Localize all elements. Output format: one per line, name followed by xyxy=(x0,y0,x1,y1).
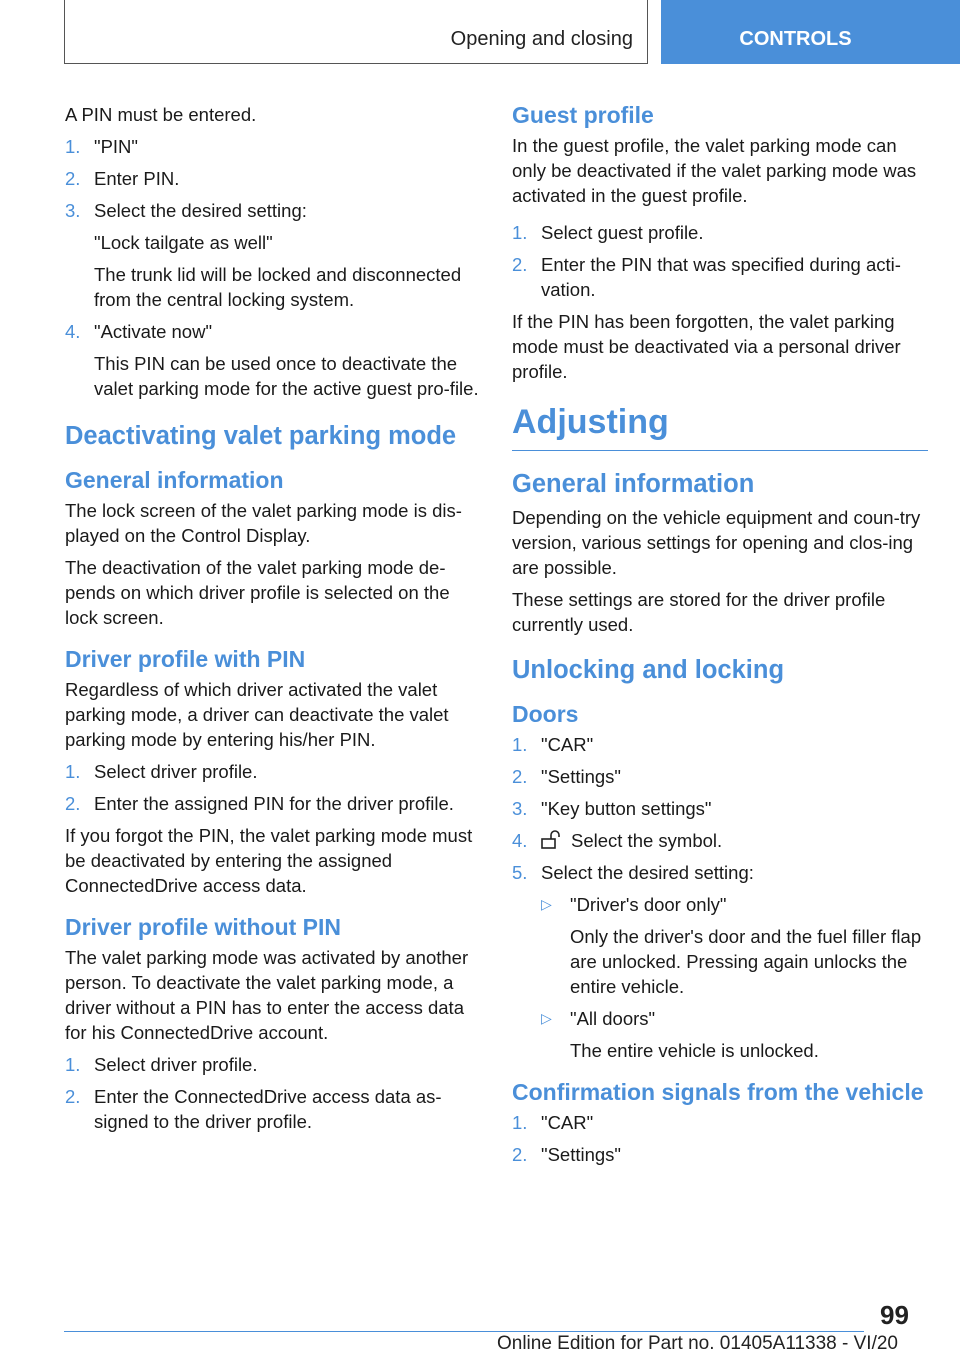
list-item xyxy=(512,1110,928,1135)
step-text: Select the symbol. xyxy=(571,830,723,851)
step-number: 3. xyxy=(512,798,528,819)
paragraph: Regardless of which driver activated the valet parking mode, a driver can deactivate the valet parking mode by entering his/her PIN. xyxy=(65,679,449,750)
heading-guest-profile: Guest profile xyxy=(512,102,654,128)
list-item xyxy=(512,764,928,789)
step-text: Enter PIN. xyxy=(94,168,180,189)
list-item xyxy=(512,828,928,853)
list-item xyxy=(512,732,928,757)
paragraph: The deactivation of the valet parking mode de‐pends on which driver profile is selected on the lock screen. xyxy=(65,557,450,628)
triangle-bullet-icon: ▷ xyxy=(541,1010,552,1026)
heading-general-information: General information xyxy=(65,467,284,493)
step-subtext: "Lock tailgate as well" xyxy=(94,232,273,253)
step-text: Enter the assigned PIN for the driver profile. xyxy=(94,793,454,814)
list-item xyxy=(65,791,480,816)
step-number: 2. xyxy=(65,793,81,814)
step-text: "Settings" xyxy=(541,1144,621,1165)
section-title: Opening and closing xyxy=(450,28,633,50)
header-frame xyxy=(64,0,648,64)
confirm-steps xyxy=(512,1110,928,1167)
list-item xyxy=(65,319,480,401)
heading-general-information: General information xyxy=(512,470,755,498)
step-subtext: This PIN can be used once to deactivate the valet parking mode for the active guest pro‐file. xyxy=(94,353,479,399)
option-title: "All doors" xyxy=(570,1008,656,1029)
list-item xyxy=(65,1084,480,1134)
footer-divider xyxy=(64,1331,864,1332)
paragraph: In the guest profile, the valet parking mode can only be deactivated if the valet parking mode was activated in the guest profile. xyxy=(512,135,917,206)
list-item xyxy=(65,198,480,312)
chapter-tab-label: CONTROLS xyxy=(739,27,852,50)
step-text: "Activate now" xyxy=(94,321,213,342)
step-number: 2. xyxy=(512,1144,528,1165)
step-number: 2. xyxy=(512,254,528,275)
step-text: "Settings" xyxy=(541,766,621,787)
chapter-tab xyxy=(661,0,960,64)
paragraph: If you forgot the PIN, the valet parking mode must be deactivated by entering the assigned ConnectedDrive access data. xyxy=(65,825,473,896)
step-text: Enter the PIN that was specified during acti‐vation. xyxy=(541,254,901,300)
heading-adjusting: Adjusting xyxy=(512,402,928,451)
without-pin-steps xyxy=(65,1052,480,1134)
step-number: 1. xyxy=(65,761,81,782)
unlock-icon xyxy=(541,830,563,850)
step-number: 1. xyxy=(512,222,528,243)
step-text: Select driver profile. xyxy=(94,761,258,782)
doors-steps xyxy=(512,732,928,1063)
list-item xyxy=(512,252,928,302)
step-number: 1. xyxy=(65,1054,81,1075)
step-number: 2. xyxy=(512,766,528,787)
list-item xyxy=(65,1052,480,1077)
list-item xyxy=(512,1142,928,1167)
step-number: 5. xyxy=(512,862,528,883)
step-subtext: The trunk lid will be locked and disconnected from the central locking system. xyxy=(94,264,462,310)
triangle-bullet-icon: ▷ xyxy=(541,896,552,912)
step-text: "CAR" xyxy=(541,1112,594,1133)
list-item xyxy=(541,892,928,999)
step-number: 4. xyxy=(512,830,528,851)
footer-edition: Online Edition for Part no. 01405A11338 - VI/20 xyxy=(496,1333,898,1354)
step-text: "CAR" xyxy=(541,734,594,755)
step-text: "Key button settings" xyxy=(541,798,712,819)
list-item xyxy=(541,1006,928,1063)
option-description: Only the driver's door and the fuel filler flap are unlocked. Pressing again unlocks the entire vehicle. xyxy=(570,926,922,997)
list-item xyxy=(65,166,480,191)
step-text: Select the desired setting: xyxy=(541,862,754,883)
setting-options xyxy=(541,892,928,1063)
step-number: 2. xyxy=(65,1086,81,1107)
step-number: 1. xyxy=(65,136,81,157)
paragraph: These settings are stored for the driver profile currently used. xyxy=(512,589,886,635)
step-number: 1. xyxy=(512,1112,528,1133)
step-number: 4. xyxy=(65,321,81,342)
paragraph: The valet parking mode was activated by another person. To deactivate the valet parking mode, a driver without a PIN has to enter the access data for his ConnectedDrive account. xyxy=(65,947,469,1043)
guest-steps xyxy=(512,220,928,302)
step-text: Select driver profile. xyxy=(94,1054,258,1075)
paragraph: Depending on the vehicle equipment and coun‐try version, various settings for opening and clos‐ing are possible. xyxy=(512,507,921,578)
list-item xyxy=(512,860,928,1063)
heading-deactivating: Deactivating valet parking mode xyxy=(65,422,457,450)
list-item xyxy=(65,759,480,784)
option-title: "Driver's door only" xyxy=(570,894,727,915)
step-number: 2. xyxy=(65,168,81,189)
heading-unlocking-locking: Unlocking and locking xyxy=(512,656,785,684)
right-column xyxy=(512,102,928,1174)
paragraph: The lock screen of the valet parking mode is dis‐played on the Control Display. xyxy=(65,500,462,546)
step-text: Enter the ConnectedDrive access data as‐signed to the driver profile. xyxy=(94,1086,442,1132)
heading-driver-profile-without-pin: Driver profile without PIN xyxy=(65,914,342,940)
list-item xyxy=(512,220,928,245)
intro-text: A PIN must be entered. xyxy=(65,104,257,125)
page-number: 99 xyxy=(880,1300,909,1330)
step-text: "PIN" xyxy=(94,136,138,157)
heading-confirmation-signals: Confirmation signals from the vehicle xyxy=(512,1079,924,1105)
with-pin-steps xyxy=(65,759,480,816)
option-description: The entire vehicle is unlocked. xyxy=(570,1040,819,1061)
step-text: Select the desired setting: xyxy=(94,200,307,221)
left-column xyxy=(65,102,480,1141)
heading-doors: Doors xyxy=(512,701,579,727)
step-text: Select guest profile. xyxy=(541,222,704,243)
activation-steps xyxy=(65,134,480,401)
step-number: 1. xyxy=(512,734,528,755)
step-number: 3. xyxy=(65,200,81,221)
list-item xyxy=(65,134,480,159)
paragraph: If the PIN has been forgotten, the valet parking mode must be deactivated via a personal driver profile. xyxy=(512,311,901,382)
heading-driver-profile-with-pin: Driver profile with PIN xyxy=(65,646,306,672)
list-item xyxy=(512,796,928,821)
